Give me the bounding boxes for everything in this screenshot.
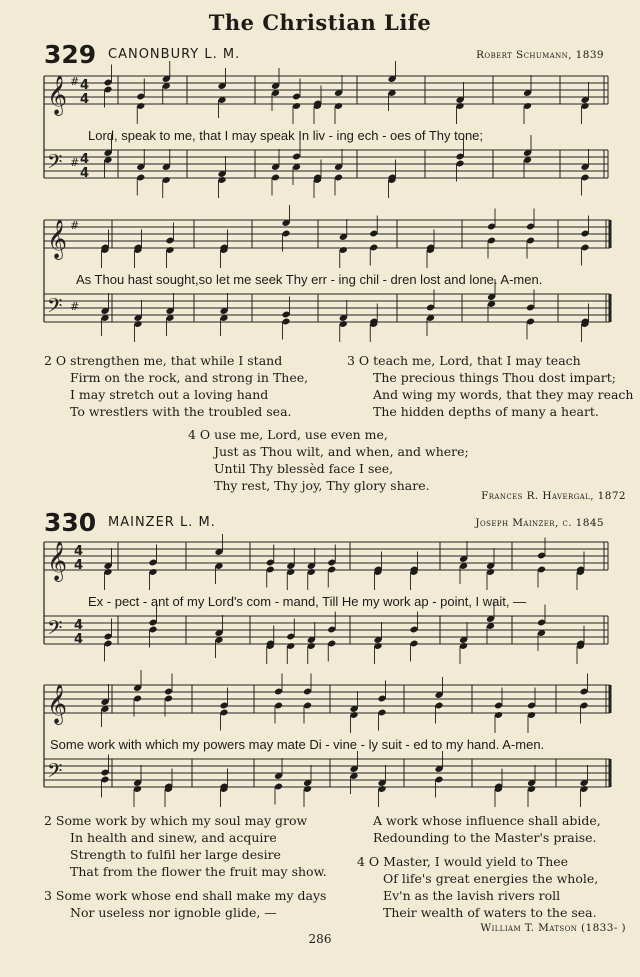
composer-credit: Robert Schumann, 1839 bbox=[476, 49, 604, 61]
stanza-line: 2 O strengthen me, that while I stand bbox=[44, 353, 283, 368]
treble-clef: 𝄞 bbox=[47, 219, 68, 259]
time-signature-bottom: 4 bbox=[74, 632, 84, 647]
stanza-line: 4 O use me, Lord, use even me, bbox=[188, 427, 388, 442]
stanza-4 bbox=[357, 853, 598, 921]
time-signature-bottom: 4 bbox=[80, 92, 90, 107]
stanza-line: Firm on the rock, and strong in Thee, bbox=[70, 370, 309, 385]
lyric-line: Some work with which my powers may mate Di - vine - ly suit - ed to my hand. A-men. bbox=[50, 737, 545, 752]
time-signature-bottom: 4 bbox=[74, 558, 84, 573]
stanza-3 bbox=[44, 887, 326, 921]
stanza-3 bbox=[347, 352, 633, 420]
stanza-line: A work whose influence shall abide, bbox=[373, 813, 601, 828]
stanza-line: Thy rest, Thy joy, Thy glory share. bbox=[214, 478, 430, 493]
stanza-line: 3 O teach me, Lord, that I may teach bbox=[347, 353, 581, 368]
stanza-line: Ev'n as the lavish rivers roll bbox=[383, 888, 561, 903]
stanza-line: To wrestlers with the troubled sea. bbox=[70, 404, 292, 419]
author-credit: Frances R. Havergal, 1872 bbox=[481, 490, 626, 502]
stanza-line: 3 Some work whose end shall make my days bbox=[44, 888, 327, 903]
treble-clef: 𝄞 bbox=[47, 75, 68, 115]
stanza-2-continued bbox=[373, 812, 601, 846]
treble-clef: 𝄞 bbox=[47, 684, 68, 724]
tune-name: MAINZER L. M. bbox=[108, 515, 216, 530]
time-signature-top: 4 bbox=[74, 618, 84, 633]
author-credit: William T. Matson (1833- ) bbox=[480, 922, 626, 934]
stanza-line: 4 O Master, I would yield to Thee bbox=[357, 854, 569, 869]
lyric-line: Ex - pect - ant of my Lord's com - mand, Till He my work ap - point, I wait, — bbox=[88, 594, 527, 609]
hymn-number: 329 bbox=[44, 40, 97, 69]
bass-clef: 𝄢 bbox=[47, 759, 63, 787]
stanza-line: The precious things Thou dost impart; bbox=[373, 370, 616, 385]
key-signature-sharp: # bbox=[70, 219, 80, 232]
key-signature-sharp: # bbox=[70, 156, 80, 169]
time-signature-top: 4 bbox=[80, 78, 90, 93]
stanza-line: Strength to fulfil her large desire bbox=[70, 847, 281, 862]
key-signature-sharp: # bbox=[70, 75, 80, 88]
stanza-line: In health and sinew, and acquire bbox=[70, 830, 277, 845]
stanza-line: Of life's great energies the whole, bbox=[383, 871, 599, 886]
time-signature-top: 4 bbox=[80, 152, 90, 167]
page-title: The Christian Life bbox=[208, 10, 432, 35]
stanza-2 bbox=[44, 812, 327, 880]
time-signature-bottom: 4 bbox=[80, 166, 90, 181]
bass-clef: 𝄢 bbox=[47, 616, 63, 644]
treble-clef: 𝄞 bbox=[47, 541, 68, 581]
stanza-line: I may stretch out a loving hand bbox=[70, 387, 269, 402]
time-signature-top: 4 bbox=[74, 544, 84, 559]
stanza-line: Nor useless nor ignoble glide, — bbox=[70, 905, 277, 920]
key-signature-sharp: # bbox=[70, 300, 80, 313]
stanza-line: The hidden depths of many a heart. bbox=[373, 404, 599, 419]
stanza-line: Redounding to the Master's praise. bbox=[373, 830, 597, 845]
lyric-line: Lord, speak to me, that I may speak In liv - ing ech - oes of Thy tone; bbox=[88, 128, 484, 143]
stanza-line: That from the flower the fruit may show. bbox=[70, 864, 327, 879]
stanza-line: 2 Some work by which my soul may grow bbox=[44, 813, 308, 828]
bass-clef: 𝄢 bbox=[47, 294, 63, 322]
tune-name: CANONBURY L. M. bbox=[108, 47, 241, 62]
stanza-line: Until Thy blessèd face I see, bbox=[214, 461, 394, 476]
stanza-line: And wing my words, that they may reach bbox=[373, 387, 634, 402]
stanza-4 bbox=[188, 426, 469, 494]
page-number: 286 bbox=[308, 932, 332, 946]
stanza-line: Their wealth of waters to the sea. bbox=[383, 905, 597, 920]
stanza-2 bbox=[44, 352, 308, 420]
hymn-number: 330 bbox=[44, 508, 97, 537]
bass-clef: 𝄢 bbox=[47, 150, 63, 178]
stanza-line: Just as Thou wilt, and when, and where; bbox=[214, 444, 469, 459]
composer-credit: Joseph Mainzer, c. 1845 bbox=[475, 517, 604, 529]
lyric-line: As Thou hast sought,so let me seek Thy err - ing chil - dren lost and lone. A-men. bbox=[76, 272, 543, 287]
